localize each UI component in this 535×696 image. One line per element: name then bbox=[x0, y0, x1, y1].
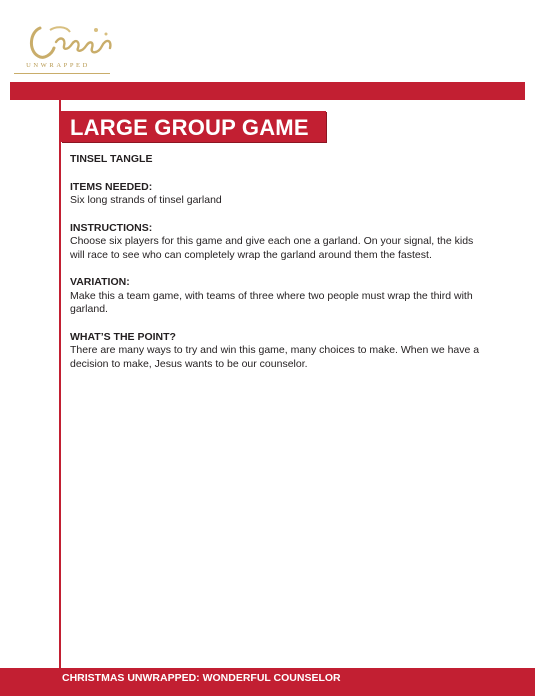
footer-title: CHRISTMAS UNWRAPPED: WONDERFUL COUNSELOR bbox=[62, 672, 341, 684]
section-body: Make this a team game, with teams of three where two people must wrap the third with garland. bbox=[70, 289, 473, 315]
left-margin-rule bbox=[59, 100, 61, 668]
section-point bbox=[70, 331, 490, 372]
title-banner bbox=[61, 111, 326, 142]
section-heading: TINSEL TANGLE bbox=[70, 153, 153, 165]
content bbox=[70, 153, 490, 385]
section-items-needed bbox=[70, 181, 490, 208]
page-title: LARGE GROUP GAME bbox=[70, 115, 309, 140]
section-heading: WHAT’S THE POINT? bbox=[70, 330, 176, 343]
section-game-name bbox=[70, 153, 490, 167]
logo-subtitle: UNWRAPPED bbox=[26, 62, 90, 69]
section-instructions bbox=[70, 222, 490, 263]
section-body: Six long strands of tinsel garland bbox=[70, 194, 222, 206]
section-heading: ITEMS NEEDED: bbox=[70, 180, 153, 193]
section-heading: INSTRUCTIONS: bbox=[70, 221, 153, 234]
section-body: Choose six players for this game and give each one a garland. On your signal, the kids will race to see who can completely wrap the garland around them the fastest. bbox=[70, 235, 474, 261]
section-body: There are many ways to try and win this game, many choices to make. When we have a decision to make, Jesus wants to be our counselor. bbox=[70, 344, 480, 370]
header-band bbox=[10, 82, 525, 100]
section-variation bbox=[70, 276, 490, 317]
section-heading: VARIATION: bbox=[70, 276, 130, 288]
christmas-logo-icon bbox=[26, 20, 116, 64]
footer-band bbox=[0, 668, 535, 696]
logo-underline bbox=[14, 73, 110, 74]
